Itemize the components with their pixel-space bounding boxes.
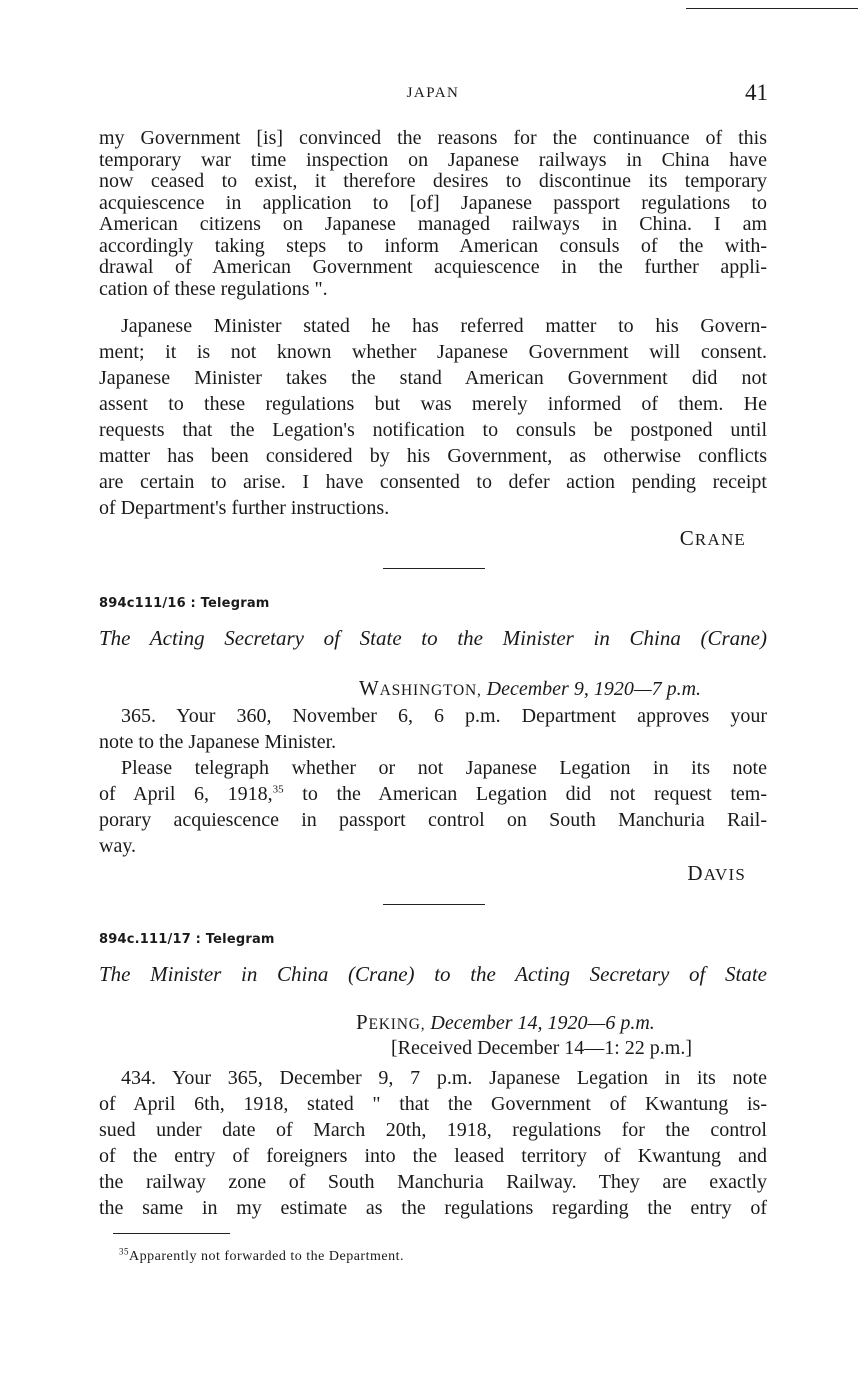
paragraph-line: the same in my estimate as the regulations regarding the entry of xyxy=(99,1197,767,1219)
paragraph-line: matter has been considered by his Government, as otherwise conflicts xyxy=(99,445,767,467)
paragraph-line: assent to these regulations but was merely informed of them. He xyxy=(99,393,767,415)
place-initial: W xyxy=(359,676,380,700)
paragraph-line xyxy=(99,782,767,808)
dateline xyxy=(359,676,701,701)
dateline xyxy=(356,1010,655,1035)
place-name xyxy=(359,676,482,700)
place-rest: ASHINGTON, xyxy=(379,682,482,699)
signature-rest: RANE xyxy=(694,530,746,549)
paragraph-last-line: way. xyxy=(99,835,137,857)
page-number: 41 xyxy=(745,80,768,105)
date: December 9, 1920—7 p.m. xyxy=(486,678,702,700)
continuation-line: accordingly taking steps to inform American consuls of the with- xyxy=(99,234,767,257)
footnote-marker: 35 xyxy=(119,1246,129,1257)
running-head xyxy=(98,82,768,108)
paragraph-line: 434. Your 365, December 9, 7 p.m. Japanese Legation in its note xyxy=(121,1067,767,1089)
text-run: of April 6, 1918, xyxy=(99,783,273,805)
document-id: 894c111/16 : Telegram xyxy=(99,596,270,611)
continuation-line: drawal of American Government acquiescence in the further appli- xyxy=(99,256,767,278)
footnote-ref[interactable]: 35 xyxy=(272,783,284,796)
paragraph-line: of April 6th, 1918, stated " that the Government of Kwantung is- xyxy=(99,1093,767,1115)
text-run: to the American Legation did not request tem- xyxy=(283,783,767,805)
paragraph-line: Please telegraph whether or not Japanese Legation in its note xyxy=(121,757,767,779)
footnote-text: Apparently not forwarded to the Department. xyxy=(129,1249,404,1264)
section-divider xyxy=(383,568,485,569)
paragraph-line: Japanese Minister takes the stand American Government did not xyxy=(99,367,767,389)
document-heading: The Acting Secretary of State to the Minister in China (Crane) xyxy=(99,626,767,650)
continuation-line: American citizens on Japanese managed railways in China. I am xyxy=(99,213,767,235)
signature-crane xyxy=(680,526,746,551)
document-id: 894c.111/17 : Telegram xyxy=(99,932,275,947)
paragraph-line: of the entry of foreigners into the leased territory of Kwantung and xyxy=(99,1145,767,1167)
footnote xyxy=(119,1246,404,1265)
signature-davis xyxy=(687,861,746,886)
paragraph-line: Japanese Minister stated he has referred matter to his Govern- xyxy=(121,315,767,337)
received-note: [Received December 14—1: 22 p.m.] xyxy=(391,1037,693,1059)
signature-rest: AVIS xyxy=(703,865,746,884)
place-initial: P xyxy=(356,1010,369,1034)
top-edge-rule xyxy=(686,8,858,9)
continuation-line: temporary war time inspection on Japanese railways in China have xyxy=(99,148,767,171)
paragraph-last-line: of Department's further instructions. xyxy=(99,497,390,519)
paragraph-line: the railway zone of South Manchuria Railway. They are exactly xyxy=(99,1171,767,1193)
paragraph-line: requests that the Legation's notification to consuls be postponed until xyxy=(99,419,767,441)
place-name xyxy=(356,1010,426,1034)
document-heading: The Minister in China (Crane) to the Acting Secretary of State xyxy=(99,962,767,986)
paragraph-line: ment; it is not known whether Japanese Government will consent. xyxy=(99,341,767,363)
signature-initial: C xyxy=(679,526,695,550)
signature-initial: D xyxy=(687,861,704,885)
continuation-line: now ceased to exist, it therefore desires to discontinue its temporary xyxy=(99,170,767,192)
continuation-line: my Government [is] convinced the reasons for the continuance of this xyxy=(99,127,767,149)
footnote-rule xyxy=(113,1233,230,1234)
paragraph-line: 365. Your 360, November 6, 6 p.m. Department approves your xyxy=(121,705,767,727)
section-divider xyxy=(383,904,485,905)
paragraph-line: are certain to arise. I have consented to defer action pending receipt xyxy=(99,471,767,493)
paragraph-line: porary acquiescence in passport control on South Manchuria Rail- xyxy=(99,809,767,831)
paragraph-last-line: note to the Japanese Minister. xyxy=(99,731,337,753)
running-title: JAPAN xyxy=(406,85,460,101)
date: December 14, 1920—6 p.m. xyxy=(430,1012,655,1034)
paragraph-line: sued under date of March 20th, 1918, regulations for the control xyxy=(99,1119,767,1141)
continuation-last-line: cation of these regulations ". xyxy=(99,277,328,300)
continuation-line: acquiescence in application to [of] Japanese passport regulations to xyxy=(99,191,767,214)
place-rest: EKING, xyxy=(368,1016,426,1033)
